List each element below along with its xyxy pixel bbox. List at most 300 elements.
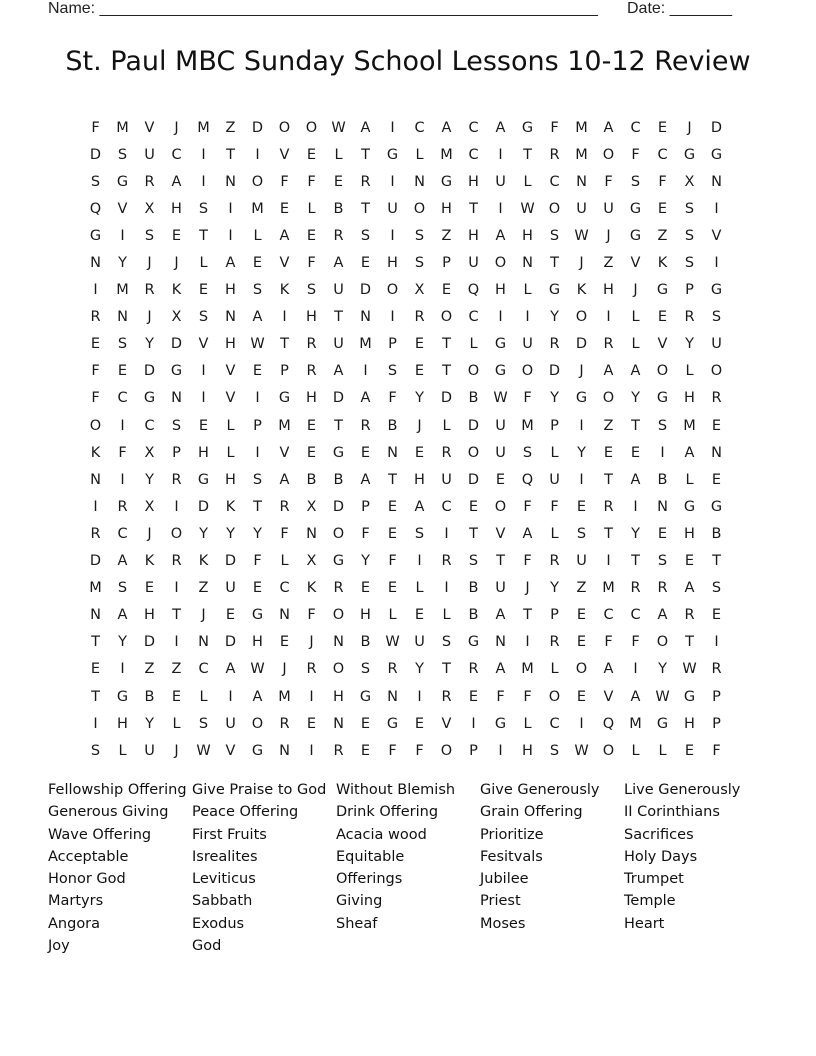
grid-letter[interactable]: E [630, 444, 641, 461]
grid-letter[interactable]: D [143, 363, 156, 380]
grid-letter[interactable]: R [279, 498, 290, 515]
grid-letter[interactable]: T [496, 553, 505, 570]
grid-letter[interactable]: W [574, 227, 589, 244]
grid-letter[interactable]: V [225, 363, 236, 380]
grid-letter[interactable]: T [604, 525, 613, 542]
grid-letter[interactable]: U [603, 200, 614, 217]
grid-letter[interactable]: C [549, 715, 560, 732]
grid-letter[interactable]: E [144, 580, 155, 597]
grid-letter[interactable]: U [441, 471, 452, 488]
grid-letter[interactable]: P [712, 688, 721, 705]
grid-letter[interactable]: I [93, 498, 98, 515]
grid-letter[interactable]: G [656, 282, 669, 299]
grid-letter[interactable]: U [522, 336, 533, 353]
grid-letter[interactable]: B [468, 390, 479, 407]
grid-letter[interactable]: C [657, 146, 668, 163]
grid-letter[interactable]: R [684, 309, 695, 326]
grid-letter[interactable]: E [711, 607, 722, 624]
grid-letter[interactable]: I [417, 688, 422, 705]
grid-letter[interactable]: I [471, 715, 476, 732]
grid-letter[interactable]: O [656, 634, 669, 651]
grid-letter[interactable]: L [199, 255, 208, 272]
grid-letter[interactable]: F [388, 553, 397, 570]
grid-letter[interactable]: G [386, 715, 399, 732]
grid-letter[interactable]: R [441, 553, 452, 570]
grid-letter[interactable]: L [631, 742, 640, 759]
grid-letter[interactable]: Y [550, 580, 559, 597]
grid-letter[interactable]: S [252, 282, 263, 299]
grid-letter[interactable]: H [225, 471, 236, 488]
grid-letter[interactable]: G [359, 688, 372, 705]
grid-letter[interactable]: Y [118, 255, 127, 272]
grid-letter[interactable]: V [279, 146, 290, 163]
grid-letter[interactable]: G [332, 444, 345, 461]
grid-letter[interactable]: I [201, 173, 206, 190]
grid-letter[interactable]: N [657, 498, 668, 515]
grid-letter[interactable]: B [333, 200, 344, 217]
grid-letter[interactable]: Q [467, 282, 480, 299]
grid-letter[interactable]: C [441, 498, 452, 515]
grid-letter[interactable]: F [280, 173, 289, 190]
grid-letter[interactable]: B [468, 607, 479, 624]
grid-letter[interactable]: I [282, 309, 287, 326]
grid-letter[interactable]: H [522, 227, 533, 244]
grid-letter[interactable]: K [90, 444, 101, 461]
grid-letter[interactable]: F [280, 525, 289, 542]
grid-letter[interactable]: N [279, 607, 290, 624]
grid-letter[interactable]: G [656, 715, 669, 732]
grid-letter[interactable]: S [198, 715, 209, 732]
grid-letter[interactable]: C [468, 309, 479, 326]
grid-letter[interactable]: Z [657, 227, 668, 244]
grid-letter[interactable]: G [197, 471, 210, 488]
grid-letter[interactable]: P [172, 444, 181, 461]
grid-letter[interactable]: T [442, 336, 451, 353]
grid-letter[interactable]: T [712, 553, 721, 570]
grid-letter[interactable]: E [576, 607, 587, 624]
grid-letter[interactable]: G [89, 227, 102, 244]
grid-letter[interactable]: A [279, 471, 290, 488]
grid-letter[interactable]: V [657, 336, 668, 353]
grid-letter[interactable]: K [657, 255, 668, 272]
grid-letter[interactable]: A [522, 525, 533, 542]
grid-letter[interactable]: R [441, 688, 452, 705]
grid-letter[interactable]: P [550, 607, 559, 624]
grid-letter[interactable]: J [687, 119, 692, 136]
grid-letter[interactable]: C [198, 661, 209, 678]
grid-letter[interactable]: I [633, 661, 638, 678]
grid-letter[interactable]: P [469, 742, 478, 759]
grid-letter[interactable]: G [116, 173, 129, 190]
grid-letter[interactable]: I [390, 309, 395, 326]
grid-letter[interactable]: W [682, 661, 697, 678]
grid-letter[interactable]: M [278, 688, 291, 705]
grid-letter[interactable]: I [228, 200, 233, 217]
grid-letter[interactable]: A [171, 173, 182, 190]
grid-letter[interactable]: T [253, 498, 262, 515]
grid-letter[interactable]: H [603, 282, 614, 299]
grid-letter[interactable]: E [252, 580, 263, 597]
grid-letter[interactable]: A [225, 255, 236, 272]
grid-letter[interactable]: F [118, 444, 127, 461]
grid-letter[interactable]: A [225, 661, 236, 678]
grid-letter[interactable]: O [602, 742, 615, 759]
grid-letter[interactable]: L [172, 715, 181, 732]
grid-letter[interactable]: R [90, 525, 101, 542]
grid-letter[interactable]: R [90, 309, 101, 326]
grid-letter[interactable]: U [225, 580, 236, 597]
grid-letter[interactable]: I [579, 417, 584, 434]
grid-letter[interactable]: M [359, 336, 372, 353]
grid-letter[interactable]: F [91, 363, 100, 380]
grid-letter[interactable]: Z [603, 417, 614, 434]
grid-letter[interactable]: G [251, 742, 264, 759]
grid-letter[interactable]: T [604, 471, 613, 488]
grid-letter[interactable]: A [495, 661, 506, 678]
grid-letter[interactable]: D [143, 634, 156, 651]
grid-letter[interactable]: A [657, 607, 668, 624]
grid-letter[interactable]: T [226, 146, 235, 163]
grid-letter[interactable]: F [388, 390, 397, 407]
grid-letter[interactable]: N [360, 309, 371, 326]
grid-letter[interactable]: Y [631, 525, 640, 542]
grid-letter[interactable]: U [495, 417, 506, 434]
grid-letter[interactable]: M [683, 417, 696, 434]
grid-letter[interactable]: P [685, 282, 694, 299]
grid-letter[interactable]: X [306, 498, 317, 515]
grid-letter[interactable]: N [171, 390, 182, 407]
grid-letter[interactable]: A [630, 688, 641, 705]
grid-letter[interactable]: M [251, 200, 264, 217]
grid-letter[interactable]: O [332, 607, 345, 624]
grid-letter[interactable]: W [331, 119, 346, 136]
grid-letter[interactable]: R [333, 227, 344, 244]
grid-letter[interactable]: E [171, 688, 182, 705]
grid-letter[interactable]: O [548, 200, 561, 217]
grid-letter[interactable]: I [498, 146, 503, 163]
grid-letter[interactable]: H [684, 715, 695, 732]
grid-letter[interactable]: Y [415, 390, 424, 407]
grid-letter[interactable]: T [91, 688, 100, 705]
grid-letter[interactable]: E [711, 417, 722, 434]
grid-letter[interactable]: E [171, 227, 182, 244]
grid-letter[interactable]: Y [145, 715, 154, 732]
grid-letter[interactable]: H [495, 282, 506, 299]
grid-letter[interactable]: O [602, 146, 615, 163]
grid-letter[interactable]: U [576, 200, 587, 217]
grid-letter[interactable]: Y [577, 444, 586, 461]
grid-letter[interactable]: E [225, 607, 236, 624]
grid-letter[interactable]: O [494, 498, 507, 515]
grid-letter[interactable]: Q [89, 200, 102, 217]
grid-letter[interactable]: T [91, 634, 100, 651]
grid-letter[interactable]: M [440, 146, 453, 163]
grid-letter[interactable]: O [440, 309, 453, 326]
grid-letter[interactable]: E [576, 688, 587, 705]
grid-letter[interactable]: J [606, 227, 611, 244]
grid-letter[interactable]: Z [225, 119, 236, 136]
grid-letter[interactable]: H [225, 336, 236, 353]
grid-letter[interactable]: B [333, 471, 344, 488]
grid-letter[interactable]: F [361, 525, 370, 542]
grid-letter[interactable]: E [441, 282, 452, 299]
grid-letter[interactable]: E [360, 742, 371, 759]
grid-letter[interactable]: I [606, 553, 611, 570]
grid-letter[interactable]: V [495, 525, 506, 542]
grid-letter[interactable]: G [332, 553, 345, 570]
grid-letter[interactable]: Y [199, 525, 208, 542]
grid-letter[interactable]: V [630, 255, 641, 272]
grid-letter[interactable]: L [631, 309, 640, 326]
grid-letter[interactable]: R [549, 146, 560, 163]
grid-letter[interactable]: I [714, 634, 719, 651]
grid-letter[interactable]: F [631, 146, 640, 163]
grid-letter[interactable]: R [549, 553, 560, 570]
grid-letter[interactable]: X [684, 173, 695, 190]
grid-letter[interactable]: B [711, 525, 722, 542]
grid-letter[interactable]: H [387, 255, 398, 272]
grid-letter[interactable]: T [631, 417, 640, 434]
grid-letter[interactable]: L [415, 146, 424, 163]
grid-letter[interactable]: T [388, 471, 397, 488]
grid-letter[interactable]: D [332, 498, 345, 515]
grid-letter[interactable]: T [469, 525, 478, 542]
grid-letter[interactable]: T [442, 363, 451, 380]
grid-letter[interactable]: I [174, 580, 179, 597]
grid-letter[interactable]: U [387, 200, 398, 217]
grid-letter[interactable]: B [657, 471, 668, 488]
grid-letter[interactable]: P [442, 255, 451, 272]
grid-letter[interactable]: I [444, 580, 449, 597]
grid-letter[interactable]: G [683, 688, 696, 705]
grid-letter[interactable]: M [89, 580, 102, 597]
grid-letter[interactable]: F [523, 390, 532, 407]
grid-letter[interactable]: I [120, 471, 125, 488]
grid-letter[interactable]: J [174, 255, 179, 272]
grid-letter[interactable]: Z [198, 580, 209, 597]
grid-letter[interactable]: F [253, 553, 262, 570]
grid-letter[interactable]: R [630, 580, 641, 597]
grid-letter[interactable]: W [574, 742, 589, 759]
grid-letter[interactable]: L [685, 471, 694, 488]
grid-letter[interactable]: I [579, 715, 584, 732]
grid-letter[interactable]: O [251, 715, 264, 732]
grid-letter[interactable]: A [333, 363, 344, 380]
grid-letter[interactable]: F [496, 688, 505, 705]
grid-letter[interactable]: O [548, 688, 561, 705]
grid-letter[interactable]: S [387, 363, 398, 380]
grid-letter[interactable]: U [549, 471, 560, 488]
grid-letter[interactable]: H [522, 742, 533, 759]
grid-letter[interactable]: G [710, 498, 723, 515]
grid-letter[interactable]: I [714, 200, 719, 217]
grid-letter[interactable]: I [579, 471, 584, 488]
grid-letter[interactable]: E [684, 553, 695, 570]
grid-letter[interactable]: G [494, 336, 507, 353]
grid-letter[interactable]: R [333, 580, 344, 597]
grid-letter[interactable]: J [147, 525, 152, 542]
grid-letter[interactable]: I [390, 227, 395, 244]
grid-letter[interactable]: I [255, 390, 260, 407]
grid-letter[interactable]: Z [144, 661, 155, 678]
grid-letter[interactable]: O [602, 390, 615, 407]
grid-letter[interactable]: N [387, 688, 398, 705]
grid-letter[interactable]: J [282, 661, 287, 678]
grid-letter[interactable]: S [522, 444, 533, 461]
grid-letter[interactable]: M [116, 119, 129, 136]
grid-letter[interactable]: D [548, 363, 561, 380]
grid-letter[interactable]: N [90, 471, 101, 488]
grid-letter[interactable]: L [253, 227, 262, 244]
grid-letter[interactable]: M [629, 715, 642, 732]
grid-letter[interactable]: I [417, 553, 422, 570]
grid-letter[interactable]: L [280, 553, 289, 570]
grid-letter[interactable]: A [630, 363, 641, 380]
grid-letter[interactable]: E [360, 715, 371, 732]
grid-letter[interactable]: L [226, 444, 235, 461]
grid-letter[interactable]: A [630, 471, 641, 488]
grid-letter[interactable]: I [201, 146, 206, 163]
grid-letter[interactable]: E [387, 525, 398, 542]
grid-letter[interactable]: T [199, 227, 208, 244]
grid-letter[interactable]: S [90, 173, 101, 190]
grid-letter[interactable]: L [199, 688, 208, 705]
grid-letter[interactable]: Y [118, 634, 127, 651]
grid-letter[interactable]: A [360, 390, 371, 407]
grid-letter[interactable]: Y [253, 525, 262, 542]
grid-letter[interactable]: N [495, 634, 506, 651]
grid-letter[interactable]: R [117, 498, 128, 515]
grid-letter[interactable]: D [224, 553, 237, 570]
grid-letter[interactable]: E [468, 498, 479, 515]
grid-letter[interactable]: E [252, 363, 263, 380]
grid-letter[interactable]: D [440, 390, 453, 407]
grid-letter[interactable]: R [711, 390, 722, 407]
grid-letter[interactable]: U [144, 146, 155, 163]
grid-letter[interactable]: U [495, 173, 506, 190]
grid-letter[interactable]: S [198, 309, 209, 326]
grid-letter[interactable]: G [710, 282, 723, 299]
grid-letter[interactable]: A [684, 444, 695, 461]
grid-letter[interactable]: L [442, 417, 451, 434]
grid-letter[interactable]: L [631, 336, 640, 353]
grid-letter[interactable]: E [333, 173, 344, 190]
grid-letter[interactable]: T [361, 200, 370, 217]
grid-letter[interactable]: Q [521, 471, 534, 488]
grid-letter[interactable]: K [576, 282, 587, 299]
grid-letter[interactable]: I [498, 742, 503, 759]
grid-letter[interactable]: O [332, 525, 345, 542]
grid-letter[interactable]: C [603, 607, 614, 624]
grid-letter[interactable]: H [360, 607, 371, 624]
grid-letter[interactable]: D [467, 471, 480, 488]
grid-letter[interactable]: I [498, 309, 503, 326]
grid-letter[interactable]: E [360, 444, 371, 461]
grid-letter[interactable]: T [523, 607, 532, 624]
grid-letter[interactable]: W [250, 661, 265, 678]
grid-letter[interactable]: E [387, 580, 398, 597]
grid-letter[interactable]: F [307, 607, 316, 624]
grid-letter[interactable]: R [360, 173, 371, 190]
grid-letter[interactable]: I [525, 634, 530, 651]
grid-letter[interactable]: R [549, 336, 560, 353]
grid-letter[interactable]: G [143, 390, 156, 407]
grid-letter[interactable]: M [278, 417, 291, 434]
grid-letter[interactable]: D [89, 146, 102, 163]
grid-letter[interactable]: O [575, 309, 588, 326]
grid-letter[interactable]: E [468, 688, 479, 705]
grid-letter[interactable]: G [251, 607, 264, 624]
grid-letter[interactable]: G [170, 363, 183, 380]
grid-letter[interactable]: E [306, 146, 317, 163]
grid-letter[interactable]: E [117, 363, 128, 380]
grid-letter[interactable]: V [603, 688, 614, 705]
grid-letter[interactable]: G [629, 200, 642, 217]
grid-letter[interactable]: S [657, 553, 668, 570]
grid-letter[interactable]: L [550, 525, 559, 542]
grid-letter[interactable]: J [525, 580, 530, 597]
grid-letter[interactable]: G [494, 363, 507, 380]
grid-letter[interactable]: V [198, 336, 209, 353]
grid-letter[interactable]: L [118, 742, 127, 759]
grid-letter[interactable]: I [174, 634, 179, 651]
grid-letter[interactable]: A [495, 119, 506, 136]
grid-letter[interactable]: I [255, 444, 260, 461]
grid-letter[interactable]: R [441, 444, 452, 461]
grid-letter[interactable]: T [469, 200, 478, 217]
grid-letter[interactable]: R [657, 580, 668, 597]
grid-letter[interactable]: F [550, 498, 559, 515]
grid-letter[interactable]: L [226, 417, 235, 434]
grid-letter[interactable]: O [467, 363, 480, 380]
grid-letter[interactable]: F [523, 553, 532, 570]
grid-letter[interactable]: E [360, 255, 371, 272]
grid-letter[interactable]: G [494, 715, 507, 732]
grid-letter[interactable]: Q [602, 715, 615, 732]
grid-letter[interactable]: E [576, 498, 587, 515]
grid-letter[interactable]: Z [441, 227, 452, 244]
grid-letter[interactable]: W [250, 336, 265, 353]
grid-letter[interactable]: O [575, 661, 588, 678]
grid-letter[interactable]: A [279, 227, 290, 244]
grid-letter[interactable]: K [198, 553, 209, 570]
grid-letter[interactable]: S [630, 173, 641, 190]
grid-letter[interactable]: L [415, 580, 424, 597]
grid-letter[interactable]: H [117, 715, 128, 732]
grid-letter[interactable]: E [414, 607, 425, 624]
grid-letter[interactable]: I [228, 227, 233, 244]
grid-letter[interactable]: N [333, 715, 344, 732]
grid-letter[interactable]: E [306, 444, 317, 461]
grid-letter[interactable]: C [279, 580, 290, 597]
grid-letter[interactable]: R [387, 661, 398, 678]
grid-letter[interactable]: J [579, 363, 584, 380]
grid-letter[interactable]: O [440, 742, 453, 759]
grid-letter[interactable]: P [280, 363, 289, 380]
grid-letter[interactable]: B [468, 580, 479, 597]
grid-letter[interactable]: D [89, 553, 102, 570]
grid-letter[interactable]: Y [658, 661, 667, 678]
grid-letter[interactable]: F [523, 688, 532, 705]
grid-letter[interactable]: U [225, 715, 236, 732]
grid-letter[interactable]: H [414, 471, 425, 488]
grid-letter[interactable]: F [307, 173, 316, 190]
grid-letter[interactable]: K [279, 282, 290, 299]
grid-letter[interactable]: G [710, 146, 723, 163]
grid-letter[interactable]: V [279, 255, 290, 272]
grid-letter[interactable]: P [388, 336, 397, 353]
grid-letter[interactable]: J [633, 282, 638, 299]
